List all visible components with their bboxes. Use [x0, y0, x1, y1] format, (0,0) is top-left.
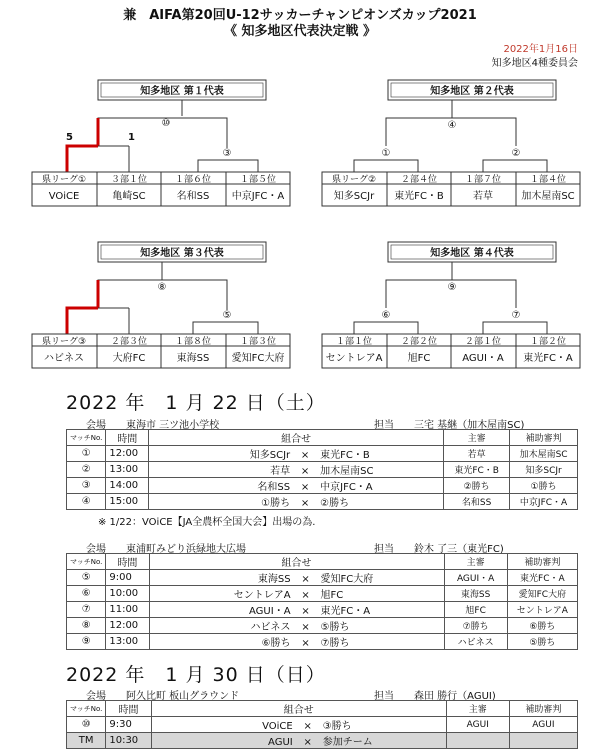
team-name: 加木屋南SC — [521, 191, 575, 202]
team-name: 東海SS — [176, 353, 210, 364]
staff: 担当 森田 勝行（AGUI) — [374, 691, 496, 702]
table-row: ⑥ 10:00 セントレアA × 旭FC 東海SS 愛知FC大府 — [67, 586, 578, 602]
seed-label: １部４位 — [529, 175, 567, 185]
issue-date: 2022年1月16日 — [503, 44, 578, 55]
seed-label: ３部１位 — [110, 175, 148, 185]
team-name: AGUI・A — [462, 353, 504, 364]
table-row: ⑨ 13:00 ⑥勝ち × ⑦勝ち ハビネス ⑤勝ち — [67, 634, 578, 650]
bracket-title: 知多地区 第３代表 — [140, 248, 224, 259]
match-number: ① — [381, 148, 391, 159]
organizer: 知多地区4種委員会 — [491, 58, 578, 69]
table-row: TM 10:30 AGUI × 参加チーム — [67, 733, 578, 749]
team-name: 旭FC — [407, 353, 431, 364]
table-row: ⑤ 9:00 東海SS × 愛知FC大府 AGUI・A 東光FC・A — [67, 570, 578, 586]
table-header: マッチNo. 時間 組合せ 主審 補助審判 — [67, 430, 578, 446]
seed-label: ２部４位 — [400, 175, 438, 185]
seed-label: 県リーグ① — [41, 175, 87, 185]
bracket-4 — [322, 242, 580, 368]
team-name: 東光FC・B — [394, 191, 444, 202]
match-number: ⑩ — [161, 118, 171, 129]
match-number: ⑥ — [381, 310, 391, 321]
schedule-table — [66, 700, 578, 749]
seed-label: １部５位 — [239, 175, 277, 185]
venue: 会場 東海市 三ツ池小学校 — [86, 420, 220, 431]
day-heading: 2022 年 1 月 22 日（土） — [66, 392, 326, 414]
team-name: セントレアA — [325, 353, 383, 364]
bracket-3 — [32, 242, 290, 368]
table-header: マッチNo. 時間 組合せ 主審 補助審判 — [67, 554, 578, 570]
day-heading: 2022 年 1 月 30 日（日） — [66, 664, 326, 686]
table-row: ① 12:00 知多SCJr × 東光FC・B 若草 加木屋南SC — [67, 446, 578, 462]
staff: 担当 三宅 基継（加木屋南SC) — [374, 420, 525, 431]
bracket-title: 知多地区 第４代表 — [430, 248, 514, 259]
team-name: 知多SCJr — [333, 191, 375, 202]
footnote: ※ 1/22：VOiCE【JA全農杯全国大会】出場の為. — [98, 517, 316, 528]
match-number: ② — [511, 148, 521, 159]
bracket-2 — [322, 80, 580, 206]
seed-label: １部６位 — [174, 175, 212, 185]
table-header: マッチNo. 時間 組合せ 主審 補助審判 — [67, 701, 578, 717]
match-number: ④ — [447, 120, 457, 131]
seed-label: 県リーグ② — [331, 175, 377, 185]
seed-label: １部３位 — [239, 337, 277, 347]
match-number: ⑤ — [222, 310, 232, 321]
team-name: 愛知FC大府 — [231, 353, 285, 364]
schedule-table — [66, 429, 578, 510]
table-row: ② 13:00 若草 × 加木屋南SC 東光FC・B 知多SCJr — [67, 462, 578, 478]
bracket-1 — [32, 80, 290, 206]
seed-label: ２部１位 — [464, 337, 502, 347]
page-subtitle: 《 知多地区代表決定戦 》 — [223, 24, 377, 39]
schedule-table — [66, 553, 578, 650]
seed-label: ２部２位 — [400, 337, 438, 347]
seed-label: ２部３位 — [110, 337, 148, 347]
seed-label: １部８位 — [174, 337, 212, 347]
match-number: ⑨ — [447, 282, 457, 293]
seed-label: １部２位 — [529, 337, 567, 347]
seed-label: １部７位 — [464, 175, 502, 185]
team-name: 若草 — [473, 191, 493, 202]
bracket-title: 知多地区 第１代表 — [140, 86, 224, 97]
seed-label: 県リーグ③ — [41, 337, 87, 347]
team-name: 東光FC・A — [523, 353, 573, 364]
bracket-title: 知多地区 第２代表 — [430, 86, 514, 97]
team-name: ハビネス — [44, 353, 84, 364]
team-name: 中京JFC・A — [231, 191, 285, 202]
team-name: VOiCE — [48, 191, 80, 202]
seed-label: １部１位 — [335, 337, 373, 347]
table-row: ④ 15:00 ①勝ち × ②勝ち 名和SS 中京JFC・A — [67, 494, 578, 510]
table-row: ⑦ 11:00 AGUI・A × 東光FC・A 旭FC セントレアA — [67, 602, 578, 618]
team-name: 亀崎SC — [112, 191, 146, 202]
venue: 会場 阿久比町 板山グラウンド — [86, 691, 240, 702]
score-right: 1 — [128, 132, 135, 143]
team-name: 名和SS — [176, 191, 210, 202]
page-title: 兼 AIFA第20回U-12サッカーチャンピオンズカップ2021 — [123, 8, 477, 23]
score-left: 5 — [66, 132, 73, 143]
match-number: ③ — [222, 148, 232, 159]
venue: 会場 東浦町みどり浜緑地大広場 — [86, 544, 246, 555]
staff: 担当 鈴木 了三（東光FC) — [374, 544, 504, 555]
table-row: ⑩ 9:30 VOiCE × ③勝ち AGUI AGUI — [67, 717, 578, 733]
match-number: ⑧ — [157, 282, 167, 293]
table-row: ⑧ 12:00 ハビネス × ⑤勝ち ⑦勝ち ⑥勝ち — [67, 618, 578, 634]
match-number: ⑦ — [511, 310, 521, 321]
team-name: 大府FC — [112, 353, 146, 364]
table-row: ③ 14:00 名和SS × 中京JFC・A ②勝ち ①勝ち — [67, 478, 578, 494]
